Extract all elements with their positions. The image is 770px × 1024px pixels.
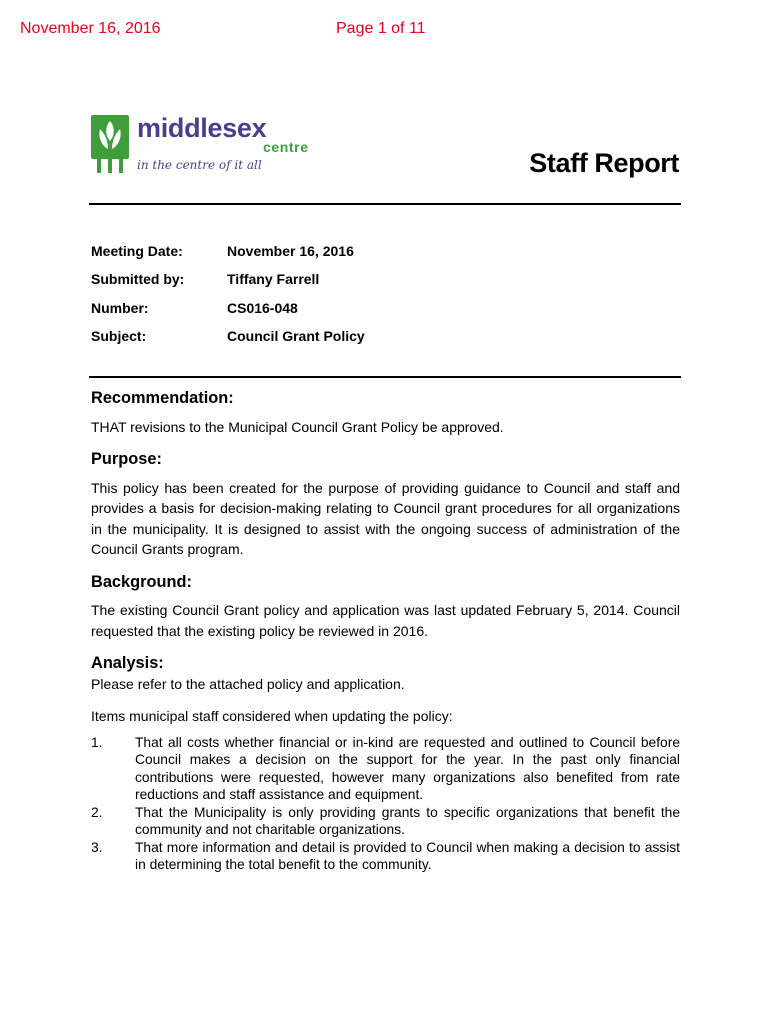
title-divider: [89, 203, 681, 205]
purpose-heading: Purpose:: [91, 450, 162, 468]
purpose-text: This policy has been created for the purpose of providing guidance to Council and staff and provides a basis for decision-making relating to Council grant procedures for all organizations in the municipality. It is designed to assist with the ongoing success of administration of the Council Grants program.: [91, 479, 680, 557]
meta-label: Subject:: [91, 327, 147, 344]
list-item-number: 1.: [91, 734, 103, 750]
list-item-text: That all costs whether financial or in-kind are requested and outlined to Council before Council makes a decision on the support for the year. In the past only financial contributions were requested, however many organizations also benefited from rate reductions and staff assistance and equipment.: [135, 734, 680, 802]
meta-value: Tiffany Farrell: [227, 271, 320, 288]
list-item: [91, 804, 680, 839]
meta-value: November 16, 2016: [227, 243, 354, 259]
header-page-number: Page 1 of 11: [336, 20, 426, 37]
meta-label: Submitted by:: [91, 271, 185, 288]
list-item: [91, 734, 680, 804]
list-item-number: 3.: [91, 839, 103, 855]
meta-label: Meeting Date:: [91, 243, 183, 259]
logo-name: middlesex: [137, 113, 267, 143]
list-item-number: 2.: [91, 804, 103, 820]
list-item-text: That more information and detail is provided to Council when making a decision to assist in determining the total benefit to the community.: [135, 839, 680, 872]
considerations-list: [91, 734, 680, 874]
recommendation-text: THAT revisions to the Municipal Council Grant Policy be approved.: [91, 418, 504, 435]
analysis-intro: Items municipal staff considered when updating the policy:: [91, 708, 453, 724]
page-title: Staff Report: [529, 148, 679, 178]
background-text: The existing Council Grant policy and application was last updated February 5, 2014. Council requested that the existing policy be reviewed in 2016.: [91, 602, 680, 639]
report-body: [91, 385, 680, 874]
meta-value: Council Grant Policy: [227, 327, 365, 344]
logo-subname: centre: [263, 139, 309, 155]
list-item: [91, 839, 680, 874]
background-heading: Background:: [91, 572, 192, 591]
logo-tagline: in the centre of it all: [137, 158, 262, 172]
list-item-text: That the Municipality is only providing grants to specific organizations that benefit the community and not charitable organizations.: [135, 804, 680, 837]
analysis-heading: Analysis:: [91, 654, 164, 672]
meta-label: Number:: [91, 299, 149, 316]
meta-divider: [89, 376, 681, 378]
municipality-logo: [91, 113, 309, 175]
analysis-text: Please refer to the attached policy and application.: [91, 675, 405, 692]
recommendation-heading: Recommendation:: [91, 389, 234, 407]
leaf-shield-icon: [91, 115, 129, 173]
header-date: November 16, 2016: [20, 20, 161, 37]
meta-value: CS016-048: [227, 299, 298, 316]
